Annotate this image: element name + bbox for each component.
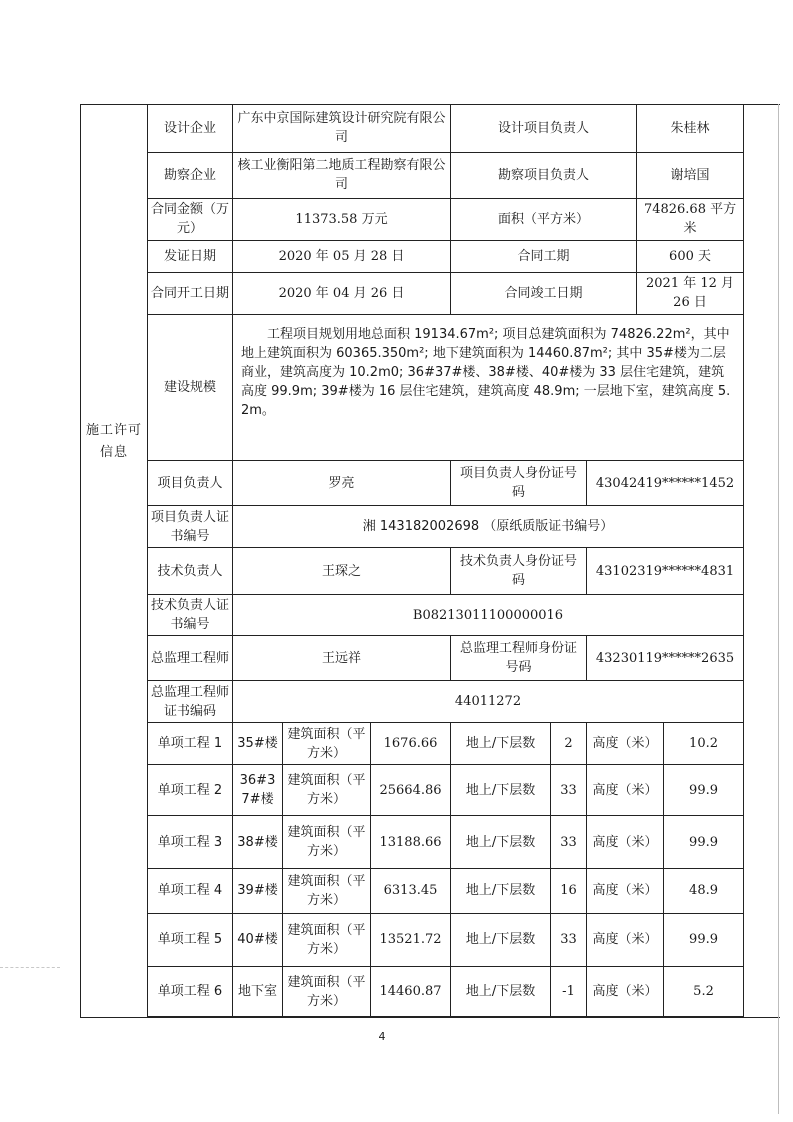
design-lead-label: 设计项目负责人 — [451, 105, 637, 153]
sub-project-area-label: 建筑面积（平方米） — [283, 869, 371, 914]
sub-project-floors-label: 地上/下层数 — [451, 816, 551, 869]
sub-project-name: 单项工程 5 — [148, 913, 233, 967]
chief-supervisor-value: 王远祥 — [233, 636, 451, 681]
sub-project-building: 40#楼 — [233, 913, 283, 967]
sub-project-height-label: 高度（米） — [587, 764, 664, 816]
sub-project-area-label: 建筑面积（平方米） — [283, 913, 371, 967]
contract-amount-value: 11373.58 万元 — [233, 199, 451, 241]
survey-lead-value: 谢培国 — [637, 152, 744, 199]
project-manager-value: 罗亮 — [233, 461, 451, 506]
sub-project-name: 单项工程 3 — [148, 816, 233, 869]
chief-supervisor-label: 总监理工程师 — [148, 636, 233, 681]
sub-project-height: 99.9 — [664, 913, 744, 967]
area-value: 74826.68 平方米 — [637, 199, 744, 241]
scan-mark — [0, 967, 60, 969]
sub-project-building: 39#楼 — [233, 869, 283, 914]
design-company-label: 设计企业 — [148, 105, 233, 153]
sub-project-name: 单项工程 4 — [148, 869, 233, 914]
page-right-edge — [778, 104, 779, 1114]
tech-lead-value: 王琛之 — [233, 548, 451, 595]
sub-project-area-label: 建筑面积（平方米） — [283, 764, 371, 816]
supervisor-cert-value: 44011272 — [233, 680, 744, 723]
scale-text: 工程项目规划用地总面积 19134.67m²; 项目总建筑面积为 74826.22m²，其中地上建筑面积为 60365.350m²; 地下建筑面积为 14460.87m²; 其中 35#楼为二层商业，建筑高度为 10.2m0; 36#37#楼、38#楼、40#楼为 33 层住宅建筑，建筑高度 99.9m; 39#楼为 16 层住宅建筑，建筑高度 48.9m; 一层地下室，建筑高度 5.2m。 — [233, 314, 744, 461]
tech-id-label: 技术负责人身份证号码 — [451, 548, 587, 595]
sub-project-height-label: 高度（米） — [587, 816, 664, 869]
section-label: 施工许可信息 — [85, 423, 142, 460]
pm-cert-value: 湘 143182002698 （原纸质版证书编号） — [233, 505, 744, 548]
sub-project-height-label: 高度（米） — [587, 967, 664, 1017]
sub-project-floors: 33 — [551, 913, 587, 967]
sub-project-building: 35#楼 — [233, 723, 283, 765]
sub-project-area: 14460.87 — [371, 967, 451, 1017]
sub-project-floors-label: 地上/下层数 — [451, 869, 551, 914]
sub-project-height: 99.9 — [664, 764, 744, 816]
sub-project-floors-label: 地上/下层数 — [451, 913, 551, 967]
sub-project-floors: 33 — [551, 816, 587, 869]
table-row — [148, 816, 744, 869]
page-number: 4 — [378, 1030, 386, 1043]
sub-project-name: 单项工程 6 — [148, 967, 233, 1017]
scale-label: 建设规模 — [148, 314, 233, 461]
supervisor-id-value: 43230119******2635 — [587, 636, 744, 681]
sub-project-height: 48.9 — [664, 869, 744, 914]
sub-project-floors-label: 地上/下层数 — [451, 967, 551, 1017]
row-pm-cert — [148, 505, 744, 548]
sub-project-area-label: 建筑面积（平方米） — [283, 723, 371, 765]
contract-amount-label: 合同金额（万元） — [148, 199, 233, 241]
outer-border-left — [80, 104, 81, 1018]
table-row — [148, 723, 744, 765]
table-row — [148, 967, 744, 1017]
row-contract-amount — [148, 199, 744, 241]
sub-project-floors: 2 — [551, 723, 587, 765]
design-lead-value: 朱桂林 — [637, 105, 744, 153]
row-tech-cert — [148, 594, 744, 636]
issue-date-label: 发证日期 — [148, 240, 233, 272]
area-label: 面积（平方米） — [451, 199, 637, 241]
sub-project-area: 25664.86 — [371, 764, 451, 816]
row-start-date — [148, 273, 744, 315]
end-date-value: 2021 年 12 月 26 日 — [637, 273, 744, 315]
sub-project-area: 13188.66 — [371, 816, 451, 869]
sub-project-name: 单项工程 2 — [148, 764, 233, 816]
row-survey-company — [148, 152, 744, 199]
table-row — [148, 764, 744, 816]
tech-lead-label: 技术负责人 — [148, 548, 233, 595]
sub-project-floors-label: 地上/下层数 — [451, 764, 551, 816]
survey-company-label: 勘察企业 — [148, 152, 233, 199]
issue-date-value: 2020 年 05 月 28 日 — [233, 240, 451, 272]
survey-lead-label: 勘察项目负责人 — [451, 152, 637, 199]
sub-project-height-label: 高度（米） — [587, 913, 664, 967]
sub-project-area-label: 建筑面积（平方米） — [283, 816, 371, 869]
contract-period-value: 600 天 — [637, 240, 744, 272]
project-manager-label: 项目负责人 — [148, 461, 233, 506]
pm-id-label: 项目负责人身份证号码 — [451, 461, 587, 506]
table-row — [148, 869, 744, 914]
sub-project-floors-label: 地上/下层数 — [451, 723, 551, 765]
survey-company-value: 核工业衡阳第二地质工程勘察有限公司 — [233, 152, 451, 199]
tech-cert-value: B08213011100000016 — [233, 594, 744, 636]
supervisor-id-label: 总监理工程师身份证号码 — [451, 636, 587, 681]
supervisor-cert-label: 总监理工程师证书编码 — [148, 680, 233, 723]
tech-id-value: 43102319******4831 — [587, 548, 744, 595]
row-scale — [148, 314, 744, 461]
sub-project-building: 地下室 — [233, 967, 283, 1017]
row-tech-lead — [148, 548, 744, 595]
row-chief-supervisor — [148, 636, 744, 681]
row-supervisor-cert — [148, 680, 744, 723]
sub-project-floors: 33 — [551, 764, 587, 816]
row-design-company — [148, 105, 744, 153]
start-date-label: 合同开工日期 — [148, 273, 233, 315]
end-date-label: 合同竣工日期 — [451, 273, 637, 315]
sub-project-height-label: 高度（米） — [587, 723, 664, 765]
sub-project-height-label: 高度（米） — [587, 869, 664, 914]
sub-project-building: 36#37#楼 — [233, 764, 283, 816]
sub-project-area: 13521.72 — [371, 913, 451, 967]
sub-project-area: 6313.45 — [371, 869, 451, 914]
sub-project-area: 1676.66 — [371, 723, 451, 765]
sub-project-floors: -1 — [551, 967, 587, 1017]
start-date-value: 2020 年 04 月 26 日 — [233, 273, 451, 315]
contract-period-label: 合同工期 — [451, 240, 637, 272]
sub-project-height: 10.2 — [664, 723, 744, 765]
permit-info-table — [147, 104, 744, 1017]
sub-project-name: 单项工程 1 — [148, 723, 233, 765]
pm-cert-label: 项目负责人证书编号 — [148, 505, 233, 548]
sub-project-building: 38#楼 — [233, 816, 283, 869]
outer-border-bottom — [80, 1017, 780, 1018]
row-issue-date — [148, 240, 744, 272]
tech-cert-label: 技术负责人证书编号 — [148, 594, 233, 636]
sub-project-floors: 16 — [551, 869, 587, 914]
sub-project-height: 5.2 — [664, 967, 744, 1017]
sub-project-area-label: 建筑面积（平方米） — [283, 967, 371, 1017]
sub-project-height: 99.9 — [664, 816, 744, 869]
pm-id-value: 43042419******1452 — [587, 461, 744, 506]
row-project-manager — [148, 461, 744, 506]
design-company-value: 广东中京国际建筑设计研究院有限公司 — [233, 105, 451, 153]
table-row — [148, 913, 744, 967]
